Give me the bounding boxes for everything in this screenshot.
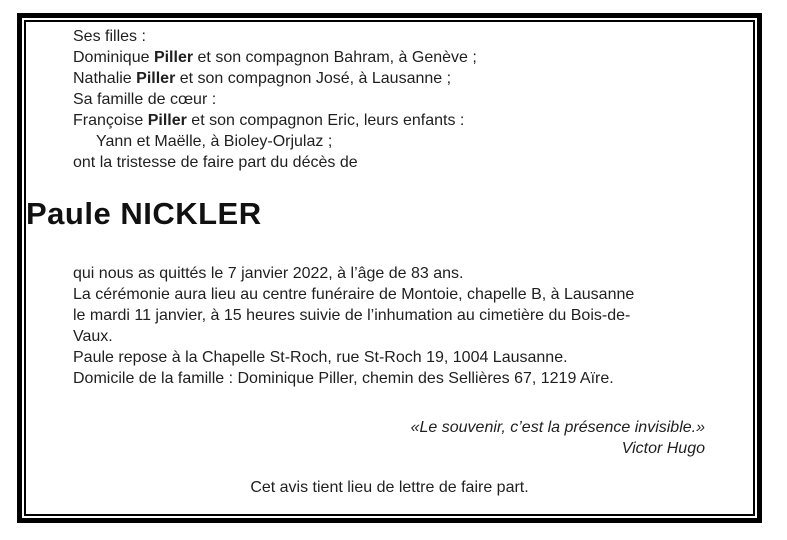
- text-line: Sa famille de cœur :: [73, 91, 217, 108]
- text-line: Vaux.: [73, 328, 113, 345]
- text-line: le mardi 11 janvier, à 15 heures suivie de l’inhumation au cimetière du Bois-de-: [73, 307, 631, 324]
- announcement-content: [26, 22, 753, 514]
- announcement-card: [17, 13, 762, 523]
- text-line: Ses filles :: [73, 28, 146, 45]
- closing-note: Cet avis tient lieu de lettre de faire part.: [250, 479, 529, 496]
- text-line: La cérémonie aura lieu au centre funéraire de Montoie, chapelle B, à Lausanne: [73, 286, 635, 303]
- text-line: Yann et Maëlle, à Bioley-Orjulaz ;: [96, 133, 333, 150]
- text-line: Paule repose à la Chapelle St-Roch, rue St-Roch 19, 1004 Lausanne.: [73, 349, 568, 366]
- quote-block: [73, 417, 741, 459]
- text-line: ont la tristesse de faire part du décès de: [73, 154, 358, 171]
- text-line: Nathalie Piller et son compagnon José, à Lausanne ;: [73, 70, 452, 87]
- text-line: Françoise Piller et son compagnon Eric, leurs enfants :: [73, 112, 465, 129]
- text-line: Domicile de la famille : Dominique Piller, chemin des Sellières 67, 1219 Aïre.: [73, 370, 614, 387]
- deceased-name: Paule NICKLER: [26, 196, 262, 231]
- text-line: Dominique Piller et son compagnon Bahram, à Genève ;: [73, 49, 477, 66]
- inner-border: [24, 20, 755, 516]
- quote-text: «Le souvenir, c’est la présence invisible.»: [410, 419, 705, 436]
- text-line: qui nous as quittés le 7 janvier 2022, à l’âge de 83 ans.: [73, 265, 464, 282]
- ceremony-details: [73, 263, 741, 389]
- quote-author: Victor Hugo: [621, 440, 705, 457]
- family-list: [73, 26, 741, 173]
